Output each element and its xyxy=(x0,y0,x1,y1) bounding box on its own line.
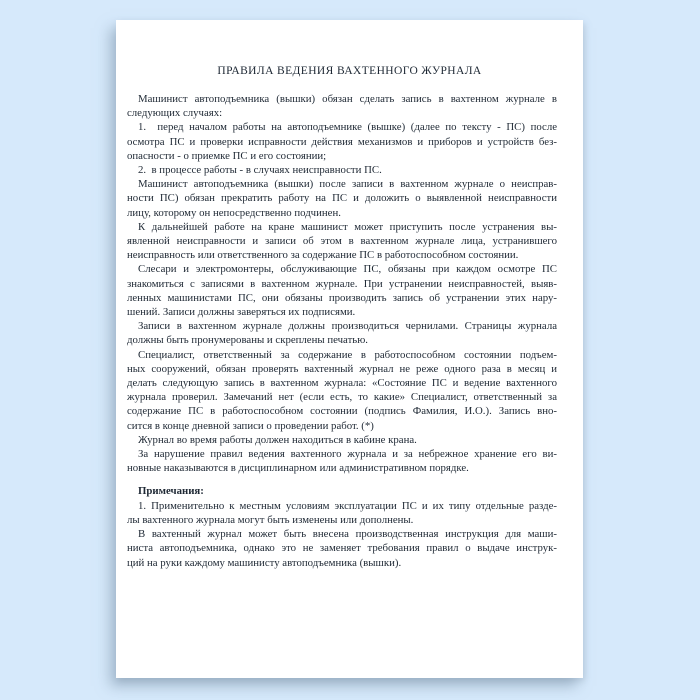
text-line: должны быть пронумерованы и скреплены печатью. xyxy=(127,334,368,347)
text-line: журнала проверил. Замечаний нет (если есть, то какие» Специалист, ответственный за xyxy=(127,391,557,404)
text-line: Журнал во время работы должен находиться в кабине крана. xyxy=(138,433,417,446)
text-line: новные наказываются в дисциплинарном или административном порядке. xyxy=(127,462,469,475)
text-line: 1. Применительно к местным условиям эксплуатации ПС и их типу отдельные разде- xyxy=(138,499,557,512)
text-line: сится в конце дневной записи о проведении работ. (*) xyxy=(127,419,374,432)
paragraph-ink xyxy=(127,319,557,347)
text-line: Примечания: xyxy=(138,485,204,498)
text-line: неисправность или ответственного за содержание ПС в работоспособном состоянии. xyxy=(127,249,519,262)
document-body xyxy=(127,92,557,570)
notes-heading xyxy=(127,484,557,498)
text-line: Записи в вахтенном журнале должны производиться чернилами. Страницы журнала xyxy=(138,320,557,333)
text-line: шений. Записи должны заверяться их подписями. xyxy=(127,306,356,319)
paragraph-cabin xyxy=(127,433,557,447)
note-2 xyxy=(127,527,557,570)
text-line: За нарушение правил ведения вахтенного журнала и за небрежное хранение его ви- xyxy=(138,448,557,461)
text-line: явленной неисправности и записи об этом в вахтенном журнале лица, устранившего xyxy=(127,235,557,248)
text-line: ности ПС) обязан прекратить работу на ПС и доложить о выявленной неисправности xyxy=(127,192,557,205)
text-line: ных сооружений, обязан проверять вахтенный журнал не реже одного раза в месяц и xyxy=(127,362,557,375)
paragraph-violation xyxy=(127,447,557,475)
list-item-2 xyxy=(127,163,557,177)
text-line: содержание ПС в работоспособном состоянии (подпись Фамилия, И.О.). Запись вно- xyxy=(127,405,557,418)
text-line: 2. в процессе работы - в случаях неисправности ПС. xyxy=(138,164,382,177)
text-line: ниста автоподъемника, однако это не заменяет требования правил о выдаче инструк- xyxy=(127,542,557,555)
paragraph-mechanics xyxy=(127,262,557,319)
paragraph-resume-work xyxy=(127,220,557,263)
text-line: ций на руки каждому машинисту автоподъемника (вышки). xyxy=(127,556,402,569)
text-line: Специалист, ответственный за содержание в работоспособном состоянии подъем- xyxy=(138,348,557,361)
text-line: делать следующую запись в вахтенном журнала: «Состояние ПС и ведение вахтенного xyxy=(127,377,557,390)
text-line: Слесари и электромонтеры, обслуживающие ПС, обязаны при каждом осмотре ПС xyxy=(138,263,557,276)
text-line: 1. перед началом работы на автоподъемнике (вышке) (далее по тексту - ПС) после xyxy=(138,121,557,134)
text-line: К дальнейшей работе на кране машинист может приступить после устранения вы- xyxy=(138,220,557,233)
paragraph-stop-work xyxy=(127,177,557,220)
paragraph-intro xyxy=(127,92,557,120)
text-line: ленных машинистами ПС, они обязаны производить запись об устранении этих нару- xyxy=(127,291,557,304)
text-line: лицу, которому он непосредственно подчинен. xyxy=(127,206,341,219)
text-line: следующих случаях: xyxy=(127,107,223,120)
text-line: Машинист автоподъемника (вышки) обязан сделать запись в вахтенном журнале в xyxy=(138,93,557,105)
text-line: Машинист автоподъемника (вышки) после записи в вахтенном журнале о неисправ- xyxy=(138,178,557,191)
text-line: опасности - о приемке ПС и его состоянии; xyxy=(127,149,327,162)
note-1 xyxy=(127,499,557,527)
text-line: лы вахтенного журнала могут быть изменены или дополнены. xyxy=(127,513,414,526)
text-line: В вахтенный журнал может быть внесена производственная инструкция для маши- xyxy=(138,528,557,541)
document-title: ПРАВИЛА ВЕДЕНИЯ ВАХТЕННОГО ЖУРНАЛА xyxy=(217,65,482,77)
list-item-1 xyxy=(127,120,557,163)
paragraph-specialist xyxy=(127,348,557,433)
text-line: осмотра ПС и проверки исправности действия механизмов и приборов и устройств без- xyxy=(127,135,557,148)
document-page xyxy=(116,20,583,678)
text-line: знакомиться с записями в вахтенном журнале. При устранении неисправностей, выяв- xyxy=(127,277,557,290)
